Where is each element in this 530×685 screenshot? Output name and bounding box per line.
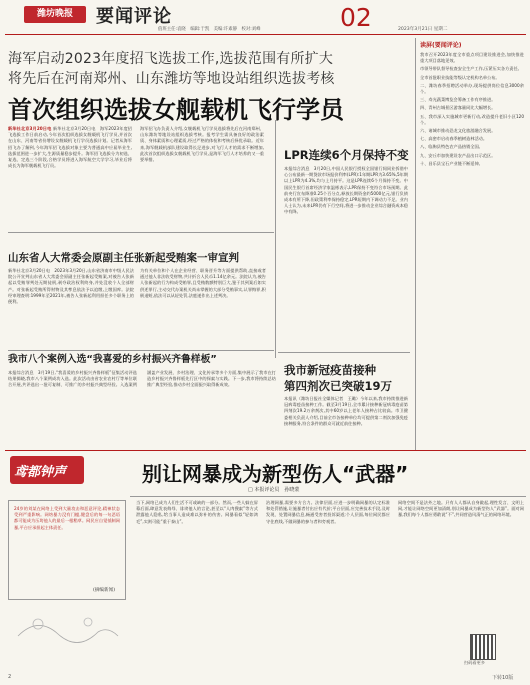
lead-kicker-2: 将先后在河南郑州、山东潍坊等地设站组织选拔考核: [8, 71, 335, 87]
column-illustration: [8, 606, 126, 646]
covid-body: 本报讯（潍坊日报社全媒体记者 王璐）今年以来,我市持续推进新冠病毒疫苗接种工作。截至3月19日,全市累计接种新冠病毒疫苗第四剂次19.2万余剂次,其中60岁以上老年人接种占比较高。市卫健委相关负责人介绍,目前全市各接种单位均可提供第二剂次加强免疫接种服务,符合条件的群众可就近前往接种。: [284, 396, 408, 426]
toc-item: 五、我市深入实施城市更新行动,改造提升老旧小区120个。: [420, 113, 524, 125]
lpr-body: 本报综合消息 3月20日,中国人民银行授权全国银行间同业拆借中心公布最新一期贷款市场报价利率(LPR):1年期LPR为3.65%,5年期以上LPR为4.3%,均与上月持平。这是LPR连续6个月保持不变。中国民生银行首席经济学家温彬表示,LPR保持不变符合市场预期。此前央行宣布降准0.25个百分点,释放长期资金约5000亿元,银行负债成本有所下降,但政策利率保持稳定,LPR短期内下调动力不足。业内人士认为,未来LPR仍有下行空间,将进一步推动企业综合融资成本稳中有降。: [284, 166, 408, 215]
shandong-body-col1: 新华社北京3月20日电 2023年3月20日,山东省济南市中级人民法院公开宣判山东省人大常委会原副主任张新起受贿案,对被告人张新起以受贿罪判处无期徒刑,剥夺政治权利终身,并处没收个人全部财产。对张新起受贿所得财物及其孳息依法予以追缴,上缴国库。法院经审理查明:1999年至2021年,被告人张新起利用担任多个职务上的便利。: [8, 268, 134, 305]
toc-item: 二、潍坊春季招聘活动举办,现场提供岗位信息3000余个。: [420, 82, 524, 95]
lead-body-col1: 新华社北京3月20日电 新华社北京3月20日电 海军2023年度招飞选拔工作日前启动,今年首次组织选拔女舰载机飞行学员,并首次在山东、河南等省份增设女舰载机飞行学员选拔计划。记者从海军招飞办了解到,今年海军招飞选拔对象主要为普通高中应届毕业生,选拔范围进一步扩大,生源质量稳步提升。海军招飞选拔分为初选、复选、定选三个阶段,合格学员将进入海军航空大学学习,毕业后将成长为海军舰载机飞行员。: [8, 126, 132, 169]
column-headline: 别让网暴成为新型伤人“武器”: [142, 462, 409, 486]
toc-item: 我市召开2023年度全市重点项目建设推进会,加快推进重大项目落地见效。: [420, 52, 524, 64]
lead-body-col2: 海军招飞办负责人介绍,女舰载机飞行学员选拔将先后在河南郑州、山东潍坊等地设站组织选拔考核。报考学生需具备良好的政治素质、身体素质和心理素质,经过严格的体检和考核后择优录取。近年来,海军舰载机部队建设取得长足进步,对飞行人才的需求不断增加,此次首次组织选拔女舰载机飞行学员,是海军飞行人才培养的又一重要举措。: [140, 126, 264, 163]
lead-kicker-1: 海军启动2023年度招飞选拔工作,选拔范围有所扩大: [8, 51, 334, 67]
footer-page: 2: [8, 674, 12, 680]
toc-item: 六、诸城市推动恐龙文化旅游融合发展。: [420, 128, 496, 134]
toc-item: 市领导带队督导检查安全生产工作,压紧压实各方责任。: [420, 66, 522, 72]
column-summary-box: 24岁的刘某在网络上受到大量攻击和恶意评论,精神状态受到严重影响。网络暴力没有门槛,键盘后的每一句恶语都可能成为压垮他人的最后一根稻草。网民应自觉抵制网暴,平台应承担起主体责任。 (摘编新闻): [8, 500, 126, 600]
section-title: 要闻评论: [96, 6, 172, 27]
column-body-col1: 当下,网络已成为人们生活不可或缺的一部分。然而,一些人躲在屏幕后面,肆意发表侮辱、诽谤他人的言论,甚至以“人肉搜索”等方式泄露他人隐私,给当事人造成难以弥补的伤害。网暴看似“轻如鸿毛”,实则可能“重于泰山”。: [136, 500, 258, 524]
lpr-headline: LPR连续6个月保持不变: [284, 148, 409, 162]
villages-headline: 我市八个案例入选“我喜爱的乡村振兴齐鲁样板”: [8, 354, 217, 365]
masthead-info: 值班主任:袁晓 编辑:于凯 美编:许素静 校对:刘峰: [158, 27, 261, 32]
toc-title: 读屏(要闻评论): [420, 42, 462, 49]
shandong-body-col2: 为有关单位和个人在企业经营、职务晋升等方面提供帮助,直接或者通过他人非法收受财物,共计折合人民币1.14亿余元。法院认为,被告人张新起的行为构成受贿罪,且受贿数额特别巨大,鉴于其到案后如实供述罪行,主动交代办案机关尚未掌握的大部分受贿事实,认罪悔罪,积极退赃,依法可以从轻处罚,法庭遂作出上述判决。: [140, 268, 266, 298]
toc-item: 九、安丘市加快建设农产品出口示范区。: [420, 152, 496, 158]
column-body-col3: 网络空间不是法外之地。只有人人都从自身做起,理性发言、文明上网,才能让网络空间更加清朗,别让网暴成为新型伤人“武器”。面对网暴,我们每个人都应勇敢说“不”,共同营造风清气正的网络环境。: [398, 500, 524, 518]
column-byline: □ 本报评论员 孙晓蒙: [248, 487, 300, 493]
masthead: [0, 0, 530, 34]
covid-headline-1: 我市新冠疫苗接种: [284, 363, 376, 377]
toc-item: 三、寿光蔬菜博览会筹备工作有序推进。: [420, 97, 496, 103]
masthead-rule: [5, 34, 526, 35]
column-box-credit: (摘编新闻): [93, 588, 115, 593]
toc-item: 四、青州古城景区游客量同比大幅增长。: [420, 105, 496, 111]
lead-headline: 首次组织选拔女舰载机飞行学员: [8, 96, 344, 124]
toc-item: 七、高密市启动春季植树造林活动。: [420, 136, 488, 142]
issue-date: 2023年3月21日 星期二: [398, 27, 448, 32]
villages-body: 本报综合消息 3月19日,“我喜爱的乡村振兴齐鲁样板”征集活动评选结果揭晓,我市八个案例成功入选。此次活动由省农业农村厅等单位联合开展,共评选出一批可复制、可推广的乡村振兴典型经验。入选案例涵盖产业发展、乡村治理、文化传承等多个方面,集中展示了我市在打造乡村振兴齐鲁样板先行区中的探索与实践。下一步,我市将持续总结推广典型经验,推动乡村全面振兴取得新成效。: [8, 370, 276, 388]
lead-byline: 新华社北京3月20日电: [8, 126, 52, 131]
shandong-headline: 山东省人大常委会原副主任张新起受贿案一审宣判: [8, 252, 239, 264]
toc-item: 全市首批职业技能等级认定机构名单公布。: [420, 74, 500, 80]
column-body-col2: 治理网暴,需要多方合力。法律层面,应进一步明确网暴的认定标准和处罚措施,让施暴者付出应有代价;平台层面,应完善技术手段,及时发现、处置网暴信息,畅通受害者投诉渠道;个人层面,每位网民都应守住底线,不做网暴的参与者和旁观者。: [266, 500, 390, 524]
page-number: 02: [340, 3, 372, 32]
footer-jump: 下转10版: [492, 675, 514, 681]
column-badge: 鸢都钟声: [10, 456, 84, 484]
qr-code: [470, 634, 496, 660]
toc-panel: [420, 40, 524, 446]
qr-caption: 扫码看更多: [464, 660, 485, 665]
toc-item: 八、临朐县特色农产品热销全国。: [420, 144, 483, 150]
covid-headline-2: 第四剂次已突破19万: [284, 379, 393, 393]
toc-item: 十、昌乐县宝石产业链不断延伸。: [420, 160, 483, 166]
illustration-drawing: [8, 606, 126, 646]
newspaper-logo: 潍坊晚报: [24, 6, 86, 23]
